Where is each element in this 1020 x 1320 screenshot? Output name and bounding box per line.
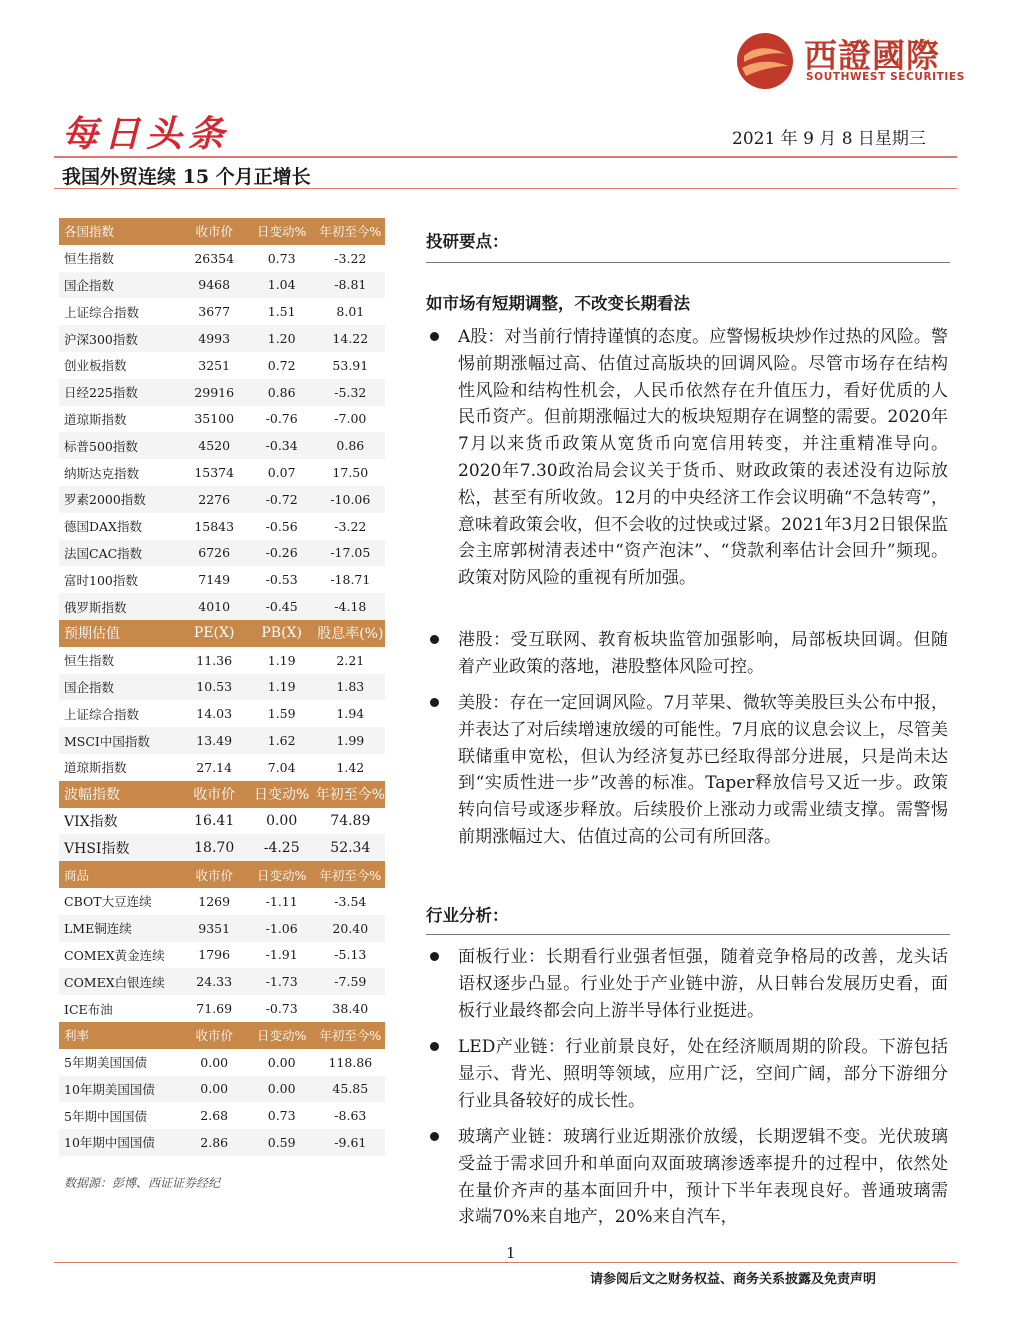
cell-value: -9.61 — [316, 1129, 385, 1156]
table-row — [59, 727, 385, 754]
row-label: 上证综合指数 — [64, 706, 140, 722]
row-label: LME铜连续 — [59, 915, 181, 942]
market-data-table — [59, 218, 385, 1156]
cell-value: 1.51 — [267, 304, 296, 320]
section-divider — [426, 262, 950, 263]
row-label: 日经225指数 — [59, 379, 181, 406]
cell-value: -10.06 — [316, 486, 385, 513]
cell-value: 1269 — [198, 893, 231, 909]
cell-value: 14.22 — [316, 325, 385, 352]
bullet-dot-icon — [430, 698, 439, 707]
section-title-key-points: 投研要点： — [426, 232, 509, 251]
cell-value: 9351 — [181, 915, 248, 942]
cell-value: 20.40 — [316, 915, 385, 942]
row-label: COMEX白银连续 — [59, 968, 181, 995]
bullet-text: 港股：受互联网、教育板块监管加强影响，局部板块回调。但随着产业政策的落地，港股整体风险可控。 — [458, 630, 948, 677]
row-label: 罗素2000指数 — [59, 486, 181, 513]
row-label: 德国DAX指数 — [64, 519, 142, 535]
table-row — [59, 325, 385, 352]
cell-value: -1.06 — [248, 915, 316, 942]
section-title-industry: 行业分析： — [426, 906, 509, 925]
cell-value: 26354 — [194, 250, 235, 266]
table-row — [59, 674, 385, 701]
cell-value: -0.72 — [248, 486, 316, 513]
section-divider — [426, 934, 950, 935]
cell-value: 53.91 — [332, 357, 369, 373]
cell-value: 1.04 — [248, 272, 316, 299]
logo-mark-icon — [736, 32, 794, 90]
table-row — [59, 1049, 385, 1076]
cell-value: -1.11 — [265, 893, 298, 909]
cell-value: 4010 — [181, 593, 248, 620]
column-header: 利率 — [59, 1022, 181, 1049]
cell-value: -0.34 — [248, 432, 316, 459]
bullet-dot-icon — [430, 1132, 439, 1141]
table-row — [59, 1076, 385, 1103]
column-header: 波幅指数 — [59, 781, 181, 808]
logo-text-cn: 西證國際 — [804, 36, 940, 75]
cell-value: -0.53 — [265, 572, 298, 588]
cell-value: 52.34 — [316, 834, 385, 861]
row-label: MSCI中国指数 — [59, 727, 181, 754]
cell-value: 74.89 — [330, 812, 371, 829]
cell-value: -1.91 — [265, 947, 298, 963]
row-label: CBOT大豆连续 — [64, 894, 152, 910]
row-label: COMEX黄金连续 — [64, 947, 165, 963]
bullet-text: 玻璃产业链：玻璃行业近期涨价放缓，长期逻辑不变。光伏玻璃受益于需求回升和单面向双面玻璃渗透率提升的过程中，依然处在量价齐声的基本面回升中，预计下半年表现良好。普通玻璃需求端70%来自地产，20%来自汽车， — [458, 1127, 948, 1228]
table-section-header — [59, 1022, 385, 1049]
bullet-dot-icon — [430, 635, 439, 644]
cell-value: 18.70 — [181, 834, 248, 861]
table-row — [59, 915, 385, 942]
report-date: 2021 年 9 月 8 日星期三 — [732, 129, 926, 149]
cell-value: 8.01 — [336, 304, 365, 320]
cell-value: 1.20 — [248, 325, 316, 352]
table-row — [59, 406, 385, 433]
table-row — [59, 700, 385, 727]
table-row — [59, 540, 385, 567]
table-row — [59, 593, 385, 620]
cell-value: -8.63 — [334, 1108, 367, 1124]
row-label: 俄罗斯指数 — [59, 593, 181, 620]
cell-value: -0.26 — [248, 540, 316, 567]
cell-value: 0.86 — [316, 432, 385, 459]
cell-value: 1.19 — [267, 652, 296, 668]
cell-value: 9468 — [181, 272, 248, 299]
cell-value: 0.86 — [248, 379, 316, 406]
cell-value: 0.00 — [266, 812, 298, 829]
table-row — [59, 834, 385, 861]
table-row — [59, 995, 385, 1022]
column-header: 预期估值 — [59, 620, 181, 647]
cell-value: 38.40 — [332, 1001, 369, 1016]
cell-value: 3677 — [198, 304, 231, 320]
row-label: 国企指数 — [59, 272, 181, 299]
cell-value: -4.18 — [316, 593, 385, 620]
row-label: VIX指数 — [64, 813, 118, 830]
cell-value: 1.99 — [316, 727, 385, 754]
cell-value: 7149 — [198, 572, 231, 588]
headline-divider — [54, 188, 957, 189]
table-row — [59, 432, 385, 459]
cell-value: 0.07 — [267, 465, 296, 481]
table-section-header — [59, 861, 385, 888]
footer-divider — [54, 1262, 957, 1263]
bullet-dot-icon — [430, 332, 439, 341]
cell-value: 17.50 — [332, 465, 369, 481]
column-header: 年初至今% — [316, 1022, 385, 1049]
cell-value: -17.05 — [316, 540, 385, 567]
row-label: 5年期美国国债 — [64, 1055, 147, 1071]
cell-value: 1.59 — [267, 706, 296, 722]
table-row — [59, 1102, 385, 1129]
cell-value: 13.49 — [181, 727, 248, 754]
table-row — [59, 566, 385, 593]
cell-value: 1.42 — [336, 759, 365, 775]
cell-value: -5.13 — [334, 947, 367, 963]
column-header: 年初至今% — [316, 861, 385, 888]
table-row — [59, 647, 385, 674]
report-brand-title: 每日头条 — [62, 113, 231, 155]
table-row — [59, 888, 385, 915]
cell-value: -18.71 — [330, 572, 371, 588]
cell-value: 15843 — [194, 518, 235, 534]
column-header: 收市价 — [181, 218, 248, 245]
cell-value: 1.83 — [316, 674, 385, 701]
cell-value: 0.73 — [267, 250, 296, 266]
column-header: 收市价 — [181, 861, 248, 888]
cell-value: -0.56 — [265, 518, 298, 534]
row-label: 道琼斯指数 — [64, 760, 127, 776]
cell-value: 11.36 — [196, 652, 233, 668]
table-row — [59, 245, 385, 272]
table-row — [59, 754, 385, 781]
row-label: 上证综合指数 — [64, 304, 140, 320]
cell-value: -5.32 — [316, 379, 385, 406]
bullet-dot-icon — [430, 952, 439, 961]
cell-value: 29916 — [181, 379, 248, 406]
table-row — [59, 298, 385, 325]
cell-value: 35100 — [194, 411, 235, 427]
page-number: 1 — [506, 1244, 516, 1262]
cell-value: -0.73 — [265, 1001, 298, 1016]
table-section-header — [59, 620, 385, 647]
cell-value: 4993 — [181, 325, 248, 352]
cell-value: -3.22 — [334, 250, 367, 266]
cell-value: -8.81 — [316, 272, 385, 299]
row-label: 恒生指数 — [64, 251, 115, 267]
column-header: 日变动% — [248, 1022, 316, 1049]
cell-value: 15374 — [194, 465, 235, 481]
row-label: 5年期中国国债 — [64, 1108, 147, 1124]
row-label: 沪深300指数 — [59, 325, 181, 352]
cell-value: -7.59 — [316, 968, 385, 995]
cell-value: 0.72 — [267, 357, 296, 373]
column-header: 年初至今% — [316, 781, 385, 808]
bullet-text: 面板行业：长期看行业强者恒强，随着竞争格局的改善，龙头话语权逐步凸显。行业处于产业链中游，从日韩台发展历史看，面板行业最终都会向上游半导体行业挺进。 — [458, 947, 948, 1021]
row-label: 恒生指数 — [64, 653, 115, 669]
table-section-header — [59, 218, 385, 245]
column-header: PE(X) — [181, 620, 248, 647]
cell-value: 14.03 — [196, 706, 233, 722]
column-header: 年初至今% — [316, 218, 385, 245]
cell-value: 71.69 — [196, 1001, 233, 1016]
bullet-text: 美股：存在一定回调风险。7月苹果、微软等美股巨头公布中报，并表达了对后续增速放缓的可能性。7月底的议息会议上，尽管美联储重申宽松，但认为经济复苏已经取得部分进展，只是尚未达到“实质性进一步”改善的标准。Taper释放信号又近一步。政策转向信号或逐步释放。后续股价上涨动力或需业绩支撑。需警惕前期涨幅过大、估值过高的公司有所回落。 — [458, 693, 948, 847]
cell-value: 1.62 — [248, 727, 316, 754]
table-row — [59, 942, 385, 969]
table-row — [59, 459, 385, 486]
cell-value: -3.22 — [334, 518, 367, 534]
cell-value: 1.19 — [248, 674, 316, 701]
cell-value: 2.68 — [200, 1108, 229, 1124]
table-row — [59, 272, 385, 299]
column-header: 收市价 — [181, 1022, 248, 1049]
table-section-header — [59, 781, 385, 808]
cell-value: 0.00 — [181, 1076, 248, 1103]
table-row — [59, 808, 385, 835]
cell-value: -3.54 — [334, 893, 367, 909]
table-row — [59, 379, 385, 406]
cell-value: 16.41 — [194, 812, 235, 829]
column-header: 日变动% — [248, 861, 316, 888]
headline: 我国外贸连续 15 个月正增长 — [62, 166, 311, 188]
row-label: VHSI指数 — [59, 834, 181, 861]
cell-value: 0.59 — [248, 1129, 316, 1156]
column-header: 股息率(%) — [316, 620, 385, 647]
cell-value: -0.45 — [248, 593, 316, 620]
row-label: ICE布油 — [64, 1001, 113, 1017]
data-source-note: 数据源：彭博、西证证券经纪 — [64, 1176, 221, 1190]
cell-value: 10.53 — [181, 674, 248, 701]
row-label: 10年期中国国债 — [59, 1129, 181, 1156]
bullet-text: LED产业链：行业前景良好，处在经济顺周期的阶段。下游包括显示、背光、照明等领域，应用广泛，空间广阔，部分下游细分行业具备较好的成长性。 — [458, 1037, 948, 1111]
disclaimer-link[interactable]: 请参阅后文之财务权益、商务关系披露及免责声明 — [590, 1272, 877, 1287]
table-row — [59, 968, 385, 995]
row-label: 创业板指数 — [64, 358, 127, 374]
column-header: 各国指数 — [59, 218, 181, 245]
row-label: 富时100指数 — [64, 572, 138, 588]
company-logo — [736, 30, 966, 90]
column-header: 日变动% — [248, 781, 316, 808]
cell-value: 2276 — [181, 486, 248, 513]
cell-value: 0.73 — [267, 1108, 296, 1124]
cell-value: 1.94 — [336, 706, 365, 722]
header-divider — [54, 156, 957, 158]
cell-value: -4.25 — [248, 834, 316, 861]
cell-value: 3251 — [198, 357, 231, 373]
table-row — [59, 486, 385, 513]
table-row — [59, 1129, 385, 1156]
column-header: 收市价 — [181, 781, 248, 808]
table-row — [59, 352, 385, 379]
bullet-dot-icon — [430, 1042, 439, 1051]
cell-value: -0.76 — [265, 411, 298, 427]
cell-value: 2.21 — [336, 652, 365, 668]
cell-value: 1796 — [198, 947, 231, 963]
cell-value: 118.86 — [328, 1054, 373, 1070]
cell-value: -7.00 — [334, 411, 367, 427]
row-label: 纳斯达克指数 — [64, 465, 140, 481]
cell-value: 24.33 — [181, 968, 248, 995]
cell-value: 27.14 — [196, 759, 233, 775]
cell-value: 2.86 — [181, 1129, 248, 1156]
row-label: 标普500指数 — [59, 432, 181, 459]
cell-value: 0.00 — [267, 1054, 296, 1070]
row-label: 法国CAC指数 — [59, 540, 181, 567]
row-label: 国企指数 — [59, 674, 181, 701]
cell-value: 4520 — [181, 432, 248, 459]
cell-value: -1.73 — [248, 968, 316, 995]
table-row — [59, 513, 385, 540]
subheading: 如市场有短期调整，不改变长期看法 — [426, 294, 690, 313]
bullet-text: A股：对当前行情持谨慎的态度。应警惕板块炒作过热的风险。警惕前期涨幅过高、估值过高版块的回调风险。尽管市场存在结构性风险和结构性机会，人民币依然存在升值压力，看好优质的人民币资产。但前期涨幅过大的板块短期存在调整的需要。2020年7月以来货币政策从宽货币向宽信用转变，并注重精准导向。2020年7.30政治局会议关于货币、财政政策的表述没有边际放松，甚至有所收敛。12月的中央经济工作会议明确“不急转弯”，意味着政策会收，但不会收的过快或过紧。2021年3月2日银保监会主席郭树清表述中“资产泡沫”、“贷款利率估计会回升”频现。政策对防风险的重视有所加强。 — [458, 327, 948, 589]
cell-value: 6726 — [181, 540, 248, 567]
logo-text-en: SOUTHWEST SECURITIES — [806, 71, 965, 83]
cell-value: 45.85 — [316, 1076, 385, 1103]
column-header: PB(X) — [248, 620, 316, 647]
row-label: 10年期美国国债 — [59, 1076, 181, 1103]
column-header: 商品 — [59, 861, 181, 888]
column-header: 日变动% — [248, 218, 316, 245]
cell-value: 0.00 — [248, 1076, 316, 1103]
row-label: 道琼斯指数 — [64, 411, 127, 427]
cell-value: 0.00 — [200, 1054, 229, 1070]
cell-value: 7.04 — [267, 759, 296, 775]
